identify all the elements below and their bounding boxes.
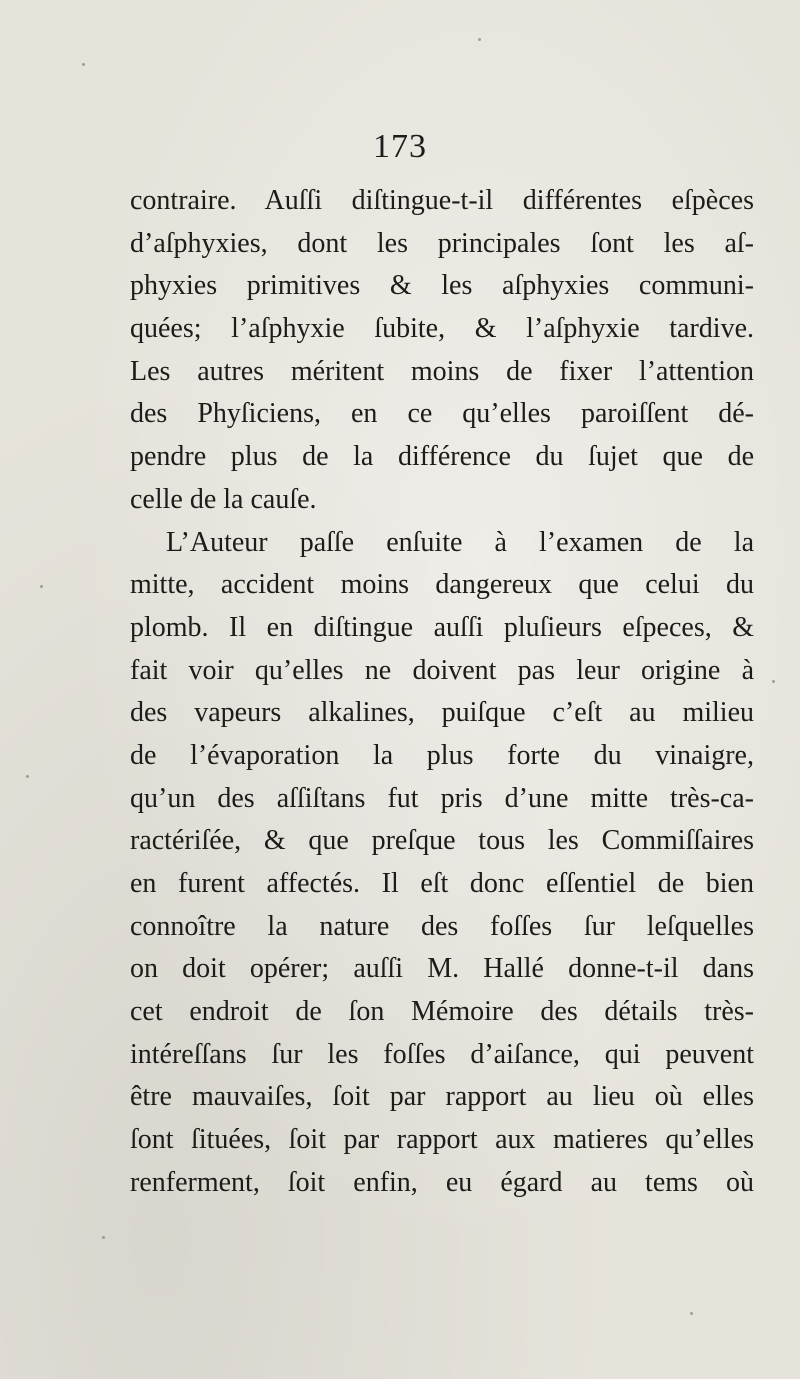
text-line: qu’un des aſſiſtans fut pris d’une mitte très-ca-: [130, 782, 754, 814]
text-line: Les autres méritent moins de fixer l’attention: [130, 355, 754, 387]
paper-speck: [26, 775, 29, 778]
body-text: [130, 180, 754, 1205]
text-line: des vapeurs alkalines, puiſque c’eſt au milieu: [130, 697, 754, 729]
text-line: en furent affectés. Il eſt donc eſſentiel de bien: [130, 868, 754, 899]
text-line: intéreſſans ſur les foſſes d’aiſance, qui peuvent: [130, 1038, 754, 1070]
text-line: d’aſphyxies, dont les principales ſont les aſ-: [130, 227, 754, 259]
text-line: phyxies primitives & les aſphyxies communi-: [130, 270, 754, 302]
paper-speck: [478, 38, 481, 41]
text-line: renferment, ſoit enfin, eu égard au tems où: [130, 1166, 754, 1198]
text-line: quées; l’aſphyxie ſubite, & l’aſphyxie tardive.: [130, 313, 754, 345]
text-line: des Phyſiciens, en ce qu’elles paroiſſent dé-: [130, 398, 754, 430]
paper-speck: [102, 1236, 105, 1239]
text-line: celle de la cauſe.: [130, 483, 317, 515]
text-line: pendre plus de la différence du ſujet que de: [130, 441, 754, 473]
text-line: contraire. Auſſi diſtingue-t-il différentes eſpèces: [130, 185, 754, 216]
paper-speck: [82, 63, 85, 66]
text-line: cet endroit de ſon Mémoire des détails très-: [130, 996, 754, 1028]
text-line: ractériſée, & que preſque tous les Commiſſaires: [130, 825, 754, 857]
text-line: être mauvaiſes, ſoit par rapport au lieu où elles: [130, 1081, 754, 1113]
text-line: fait voir qu’elles ne doivent pas leur origine à: [130, 654, 754, 686]
paragraph-start-line: L’Auteur paſſe enſuite à l’examen de la: [166, 526, 754, 558]
paper-speck: [690, 1312, 693, 1315]
text-line: connoître la nature des foſſes ſur leſquelles: [130, 910, 754, 942]
paper-speck: [40, 585, 43, 588]
text-line: mitte, accident moins dangereux que celui du: [130, 569, 754, 601]
text-line: de l’évaporation la plus forte du vinaigre,: [130, 739, 754, 771]
text-line: plomb. Il en diſtingue auſſi pluſieurs eſpeces, &: [130, 611, 754, 643]
paper-speck: [772, 680, 775, 683]
text-line: ſont ſituées, ſoit par rapport aux matieres qu’elles: [130, 1124, 754, 1156]
text-line: on doit opérer; auſſi M. Hallé donne-t-il dans: [130, 953, 754, 985]
page-number: 173: [373, 128, 427, 165]
